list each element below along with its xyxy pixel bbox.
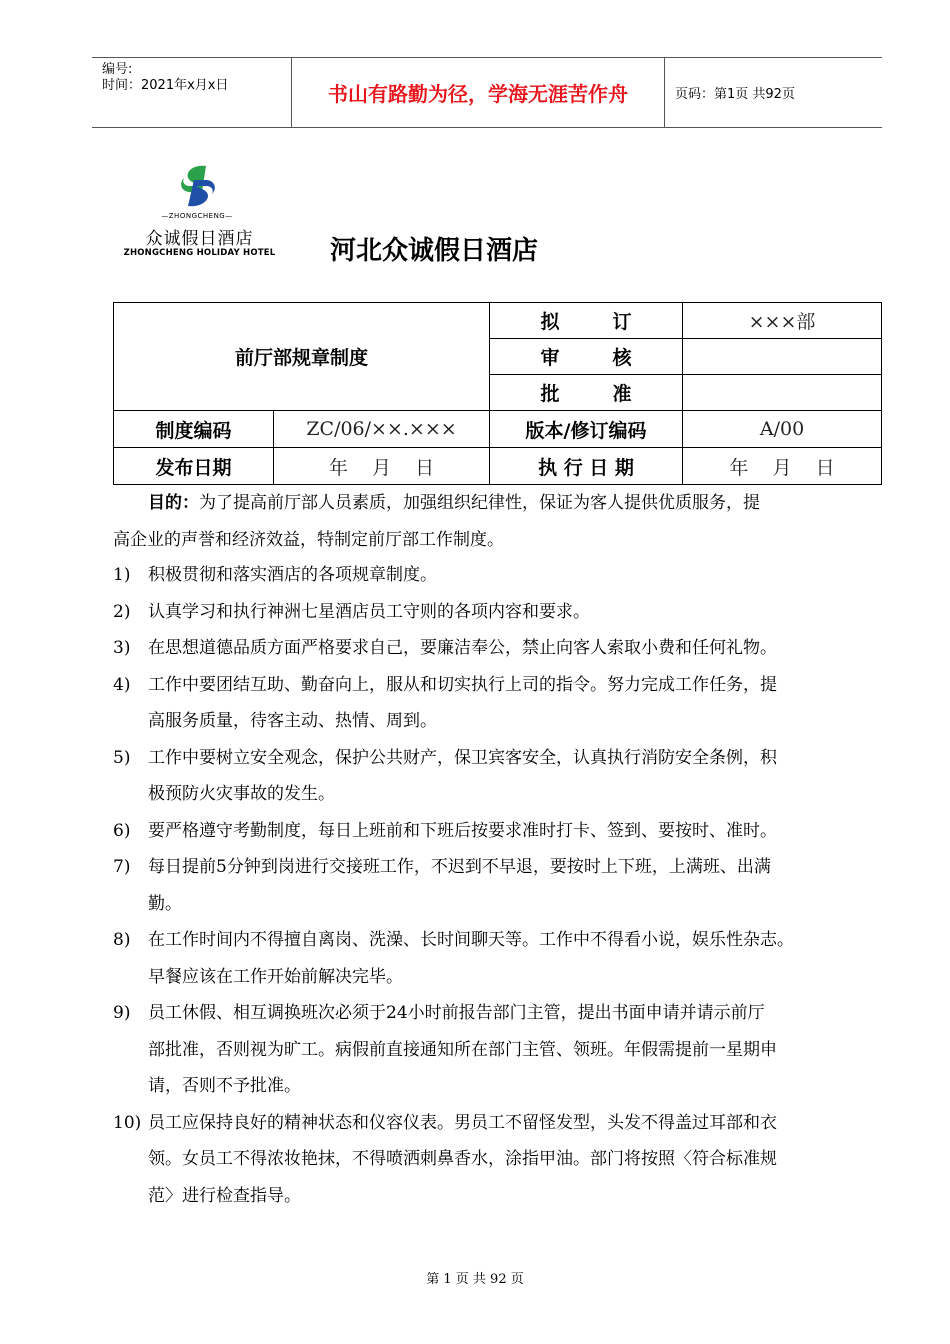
- page-header: [92, 57, 882, 128]
- logo-brand-full: ZHONGCHENG HOLIDAY HOTEL: [123, 248, 276, 258]
- version-label: 版本/修订编码: [490, 411, 683, 448]
- code-label: 制度编码: [114, 411, 274, 448]
- rule-item: 6) 要严格遵守考勤制度，每日上班前和下班后按要求准时打卡、签到、要按时、准时。: [113, 820, 777, 841]
- rule-item: 8) 在工作时间内不得擅自离岗、洗澡、长时间聊天等。工作中不得看小说，娱乐性杂志。 早餐应该在工作开始前解决完毕。: [113, 930, 794, 987]
- purpose-label: 目的：: [148, 493, 199, 513]
- logo-brand-en: —ZHONGCHENG—: [161, 212, 233, 220]
- rule-item: 5) 工作中要树立安全观念，保护公共财产，保卫宾客安全，认真执行消防安全条例，积 极预防火灾事故的发生。: [113, 747, 777, 804]
- draft-value: ×××部: [683, 303, 882, 339]
- rule-item: 4) 工作中要团结互助、勤奋向上，服从和切实执行上司的指令。努力完成工作任务，提 高服务质量，待客主动、热情、周到。: [113, 674, 777, 731]
- publish-date-value: 年 月 日: [274, 448, 490, 485]
- purpose-text-line2: 高企业的声誉和经济效益，特制定前厅部工作制度。: [113, 530, 504, 550]
- rule-item: 9) 员工休假、相互调换班次必须于24小时前报告部门主管，提出书面申请并请示前厅 部批准，否则视为旷工。病假前直接通知所在部门主管、领班。年假需提前一星期申 请，否则不予批准。: [113, 1003, 777, 1096]
- review-value: [683, 339, 882, 375]
- header-meta: [92, 58, 292, 127]
- page-footer: 第 1 页 共 92 页: [426, 1272, 524, 1287]
- exec-date-value: 年 月 日: [683, 448, 882, 485]
- purpose-text-line1: 为了提高前厅部人员素质，加强组织纪律性，保证为客人提供优质服务，提: [199, 493, 760, 513]
- approve-label: 批 准: [490, 375, 683, 411]
- hotel-logo: [112, 162, 287, 262]
- draft-label: 拟 订: [490, 303, 683, 339]
- logo-brand-cn: 众诚假日酒店: [145, 229, 254, 249]
- doc-number-label: 编号:: [102, 62, 133, 77]
- doc-time-label: 时间：2021年x月x日: [102, 78, 229, 93]
- exec-date-label: 执 行 日 期: [490, 448, 683, 485]
- approve-value: [683, 375, 882, 411]
- rules-list: [113, 557, 873, 1214]
- publish-date-label: 发布日期: [114, 448, 274, 485]
- hotel-title: 河北众诚假日酒店: [330, 236, 539, 266]
- rule-item: 2) 认真学习和执行神洲七星酒店员工守则的各项内容和要求。: [113, 601, 590, 622]
- header-motto: 书山有路勤为径，学海无涯苦作舟: [292, 58, 665, 127]
- purpose-paragraph: [113, 485, 873, 559]
- review-label: 审 核: [490, 339, 683, 375]
- code-value: ZC/06/××.×××: [274, 411, 490, 448]
- rule-item: 3) 在思想道德品质方面严格要求自己，要廉洁奉公，禁止向客人索取小费和任何礼物。: [113, 638, 777, 658]
- header-page-number: 页码：第1页 共92页: [675, 87, 795, 102]
- rule-item: 1) 积极贯彻和落实酒店的各项规章制度。: [113, 565, 437, 585]
- rule-item: 10) 员工应保持良好的精神状态和仪容仪表。男员工不留怪发型，头发不得盖过耳部和衣 领。女员工不得浓妆艳抹，不得喷洒刺鼻香水，涂指甲油。部门将按照〈符合标准规 范〉进行检查指导。: [113, 1112, 777, 1206]
- rule-item: 7) 每日提前5分钟到岗进行交接班工作，不迟到不早退，要按时上下班，上满班、出满 勤。: [113, 857, 771, 914]
- rule-name: 前厅部规章制度: [114, 303, 490, 411]
- rule-info-table: [113, 302, 882, 485]
- version-value: A/00: [683, 411, 882, 448]
- logo-emblem-icon: [176, 162, 220, 210]
